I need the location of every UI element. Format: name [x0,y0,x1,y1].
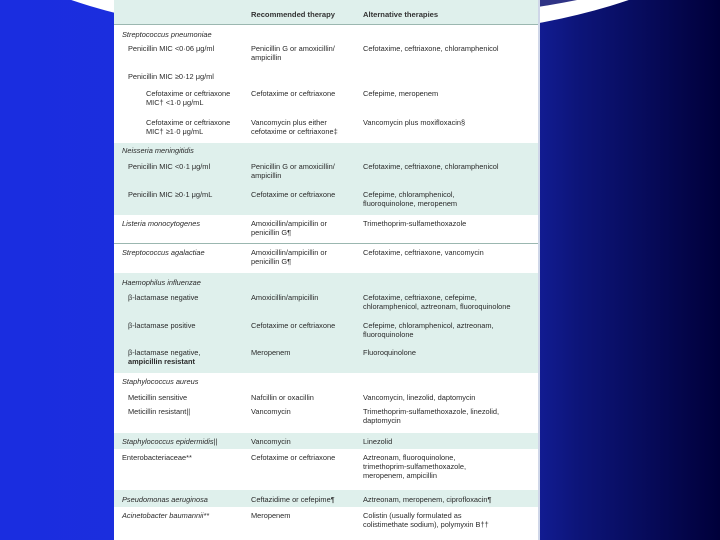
recommended-cell: Penicillin G or amoxicillin/ [251,162,335,171]
recommended-cell: Meropenem [251,348,291,357]
recommended-cell: Cefotaxime or ceftriaxone [251,321,336,330]
condition-label: Penicillin MIC ≥0·12 μg/ml [128,72,214,81]
group-h-influenzae [114,273,540,373]
organism-label: Listeria monocytogenes [122,219,201,228]
alternative-cell: Trimethoprim-sulfamethoxazole [363,219,467,228]
organism-label: Haemophilus influenzae [122,278,201,287]
condition-label: β-lactamase negative, [128,348,201,357]
alternative-cell: Vancomycin, linezolid, daptomycin [363,393,476,402]
recommended-cell: ampicillin [251,171,282,180]
alternative-cell: fluoroquinolone [363,330,414,339]
condition-label: MIC† ≥1·0 μg/mL [146,127,204,136]
table-header [114,0,540,25]
recommended-cell: Amoxicillin/ampicillin or [251,248,327,257]
header-alternative: Alternative therapies [363,10,439,19]
row-s-epidermidis [114,433,540,449]
condition-label: β-lactamase positive [128,321,196,330]
condition-label: Cefotaxime or ceftriaxone [146,89,231,98]
organism-label: Enterobacteriaceae** [122,453,192,462]
row-listeria [114,215,540,243]
recommended-cell: ampicillin [251,53,282,62]
organism-label: Neisseria meningitidis [122,146,194,155]
organism-label: Pseudomonas aeruginosa [122,495,208,504]
organism-label: Streptococcus agalactiae [122,248,205,257]
alternative-cell: Cefepime, chloramphenicol, aztreonam, [363,321,494,330]
alternative-cell: Cefepime, chloramphenicol, [363,190,455,199]
row-s-agalactiae [114,244,540,273]
condition-label: Penicillin MIC <0·1 μg/ml [128,162,211,171]
organism-label: Staphylococcus aureus [122,377,199,386]
condition-label: Meticillin sensitive [128,393,188,402]
condition-label: Penicillin MIC ≥0·1 μg/mL [128,190,213,199]
condition-label: MIC† <1·0 μg/mL [146,98,204,107]
alternative-cell: Vancomycin plus moxifloxacin§ [363,118,466,127]
organism-label: Acinetobacter baumannii** [122,511,210,520]
header-recommended: Recommended therapy [251,10,335,19]
alternative-cell: daptomycin [363,416,401,425]
recommended-cell: Cefotaxime or ceftriaxone [251,190,336,199]
alternative-cell: Cefotaxime, ceftriaxone, cefepime, [363,293,477,302]
recommended-cell: Nafcillin or oxacillin [251,393,314,402]
condition-label: Meticillin resistant|| [128,407,191,416]
therapy-table [114,0,540,540]
organism-label: Staphylococcus epidermidis|| [122,437,218,446]
row-p-aeruginosa [114,490,540,507]
alternative-cell: trimethoprim-sulfamethoxazole, [363,462,467,471]
alternative-cell: Cefotaxime, ceftriaxone, chloramphenicol [363,162,499,171]
recommended-cell: penicillin G¶ [251,228,292,237]
recommended-cell: Cefotaxime or ceftriaxone [251,453,336,462]
alternative-cell: colistimethate sodium), polymyxin B†† [363,520,489,529]
recommended-cell: Vancomycin plus either [251,118,327,127]
recommended-cell: cefotaxime or ceftriaxone‡ [251,127,338,136]
alternative-cell: Linezolid [363,437,393,446]
alternative-cell: Colistin (usually formulated as [363,511,462,520]
recommended-cell: Vancomycin [251,437,291,446]
alternative-cell: chloramphenicol, aztreonam, fluoroquinolone [363,302,511,311]
alternative-cell: Fluoroquinolone [363,348,417,357]
condition-label: β-lactamase negative [128,293,199,302]
panel-edge [538,0,540,540]
recommended-cell: Penicillin G or amoxicillin/ [251,44,335,53]
condition-label: Penicillin MIC <0·06 μg/ml [128,44,215,53]
background-strip [0,0,14,540]
condition-label: Cefotaxime or ceftriaxone [146,118,231,127]
alternative-cell: Trimethoprim-sulfamethoxazole, linezolid, [363,407,500,416]
alternative-cell: fluoroquinolone, meropenem [363,199,458,208]
group-s-aureus [114,373,540,433]
row-enterobacteriaceae [114,449,540,490]
alternative-cell: Cefotaxime, ceftriaxone, chloramphenicol [363,44,499,53]
recommended-cell: Meropenem [251,511,291,520]
alternative-cell: Aztreonam, fluoroquinolone, [363,453,456,462]
recommended-cell: Amoxicillin/ampicillin [251,293,319,302]
recommended-cell: Ceftazidime or cefepime¶ [251,495,335,504]
recommended-cell: Vancomycin [251,407,291,416]
recommended-cell: Cefotaxime or ceftriaxone [251,89,336,98]
recommended-cell: penicillin G¶ [251,257,292,266]
group-n-meningitidis [114,143,540,215]
alternative-cell: Cefepime, meropenem [363,89,439,98]
condition-label: ampicillin resistant [128,357,195,366]
alternative-cell: Aztreonam, meropenem, ciprofloxacin¶ [363,495,492,504]
alternative-cell: meropenem, ampicillin [363,471,437,480]
group-s-pneumoniae [114,25,540,143]
organism-label: Streptococcus pneumoniae [122,30,212,39]
row-a-baumannii [114,507,540,540]
alternative-cell: Cefotaxime, ceftriaxone, vancomycin [363,248,484,257]
recommended-cell: Amoxicillin/ampicillin or [251,219,327,228]
